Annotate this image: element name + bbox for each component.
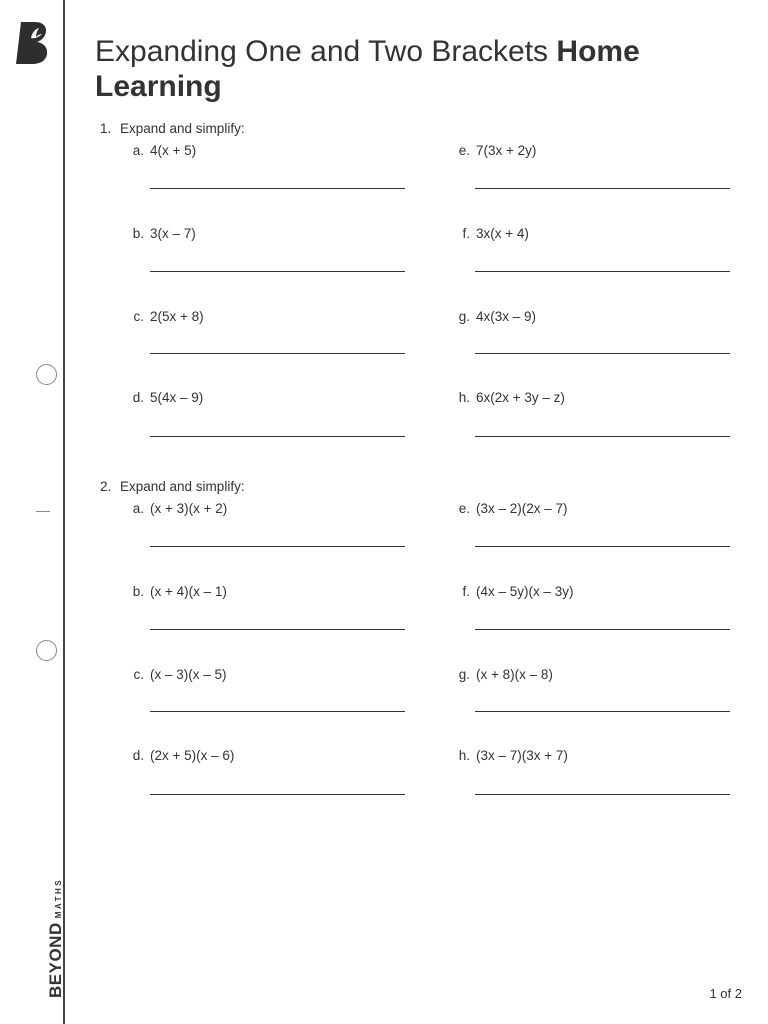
q2-item-c	[133, 667, 410, 682]
page-number: 1 of 2	[709, 986, 742, 1001]
question-number: 2.	[100, 479, 112, 494]
answer-line[interactable]	[150, 794, 405, 795]
item-letter: h.	[458, 748, 470, 763]
item-letter: g.	[458, 667, 470, 682]
answer-line[interactable]	[150, 188, 405, 189]
title-main: Expanding One and Two Brackets	[95, 35, 557, 68]
item-expression: 3(x – 7)	[150, 226, 196, 241]
item-expression: (2x + 5)(x – 6)	[150, 748, 235, 763]
answer-line[interactable]	[150, 271, 405, 272]
question-1	[100, 121, 245, 136]
item-expression: 4x(3x – 9)	[476, 309, 537, 324]
item-expression: (4x – 5y)(x – 3y)	[476, 584, 574, 599]
item-expression: 5(4x – 9)	[150, 390, 204, 405]
item-letter: e.	[458, 501, 470, 516]
q2-item-d	[132, 748, 410, 763]
item-expression: 6x(2x + 3y – z)	[476, 390, 565, 405]
q2-item-e	[458, 501, 736, 516]
answer-line[interactable]	[150, 353, 405, 354]
q2-item-f	[462, 584, 736, 599]
item-letter: d.	[132, 390, 144, 405]
q1-item-e	[458, 143, 736, 158]
punch-hole	[36, 364, 57, 385]
fold-mark	[36, 511, 50, 512]
answer-line[interactable]	[475, 629, 730, 630]
punch-hole	[36, 640, 57, 661]
answer-line[interactable]	[475, 794, 730, 795]
item-letter: b.	[132, 584, 144, 599]
item-letter: c.	[133, 309, 144, 324]
item-letter: a.	[132, 501, 144, 516]
q2-item-g	[458, 667, 736, 682]
item-expression: 4(x + 5)	[150, 143, 197, 158]
answer-line[interactable]	[475, 188, 730, 189]
item-expression: 7(3x + 2y)	[476, 143, 537, 158]
q1-item-h	[458, 390, 736, 405]
brand-sub: MATHS	[54, 877, 63, 919]
item-expression: (3x – 2)(2x – 7)	[476, 501, 568, 516]
title-bold: Home Learning	[95, 35, 640, 103]
answer-line[interactable]	[150, 711, 405, 712]
question-prompt: Expand and simplify:	[120, 479, 245, 494]
q1-item-a	[132, 143, 410, 158]
item-letter: a.	[132, 143, 144, 158]
brand-word: BEYOND	[46, 922, 65, 998]
brand-wordmark	[46, 878, 66, 998]
item-letter: g.	[458, 309, 470, 324]
q2-item-a	[132, 501, 410, 516]
item-letter: d.	[132, 748, 144, 763]
answer-line[interactable]	[475, 271, 730, 272]
answer-line[interactable]	[475, 546, 730, 547]
item-letter: e.	[458, 143, 470, 158]
q1-item-f	[462, 226, 736, 241]
q1-item-b	[132, 226, 410, 241]
item-expression: (x – 3)(x – 5)	[150, 667, 227, 682]
question-2	[100, 479, 245, 494]
item-letter: b.	[132, 226, 144, 241]
item-expression: (x + 4)(x – 1)	[150, 584, 227, 599]
q1-item-g	[458, 309, 736, 324]
page-title	[95, 34, 735, 104]
answer-line[interactable]	[150, 436, 405, 437]
q2-item-h	[458, 748, 736, 763]
item-expression: (x + 3)(x + 2)	[150, 501, 228, 516]
item-letter: h.	[458, 390, 470, 405]
answer-line[interactable]	[150, 629, 405, 630]
item-letter: c.	[133, 667, 144, 682]
q2-item-b	[132, 584, 410, 599]
item-expression: 3x(x + 4)	[476, 226, 529, 241]
question-number: 1.	[100, 121, 112, 136]
answer-line[interactable]	[475, 711, 730, 712]
question-prompt: Expand and simplify:	[120, 121, 245, 136]
item-letter: f.	[462, 584, 470, 599]
item-letter: f.	[462, 226, 470, 241]
item-expression: (x + 8)(x – 8)	[476, 667, 553, 682]
beyond-logo-icon	[15, 20, 51, 66]
answer-line[interactable]	[475, 353, 730, 354]
q1-item-d	[132, 390, 410, 405]
margin-line	[63, 0, 65, 1024]
item-expression: (3x – 7)(3x + 7)	[476, 748, 568, 763]
item-expression: 2(5x + 8)	[150, 309, 204, 324]
answer-line[interactable]	[150, 546, 405, 547]
answer-line[interactable]	[475, 436, 730, 437]
q1-item-c	[133, 309, 410, 324]
